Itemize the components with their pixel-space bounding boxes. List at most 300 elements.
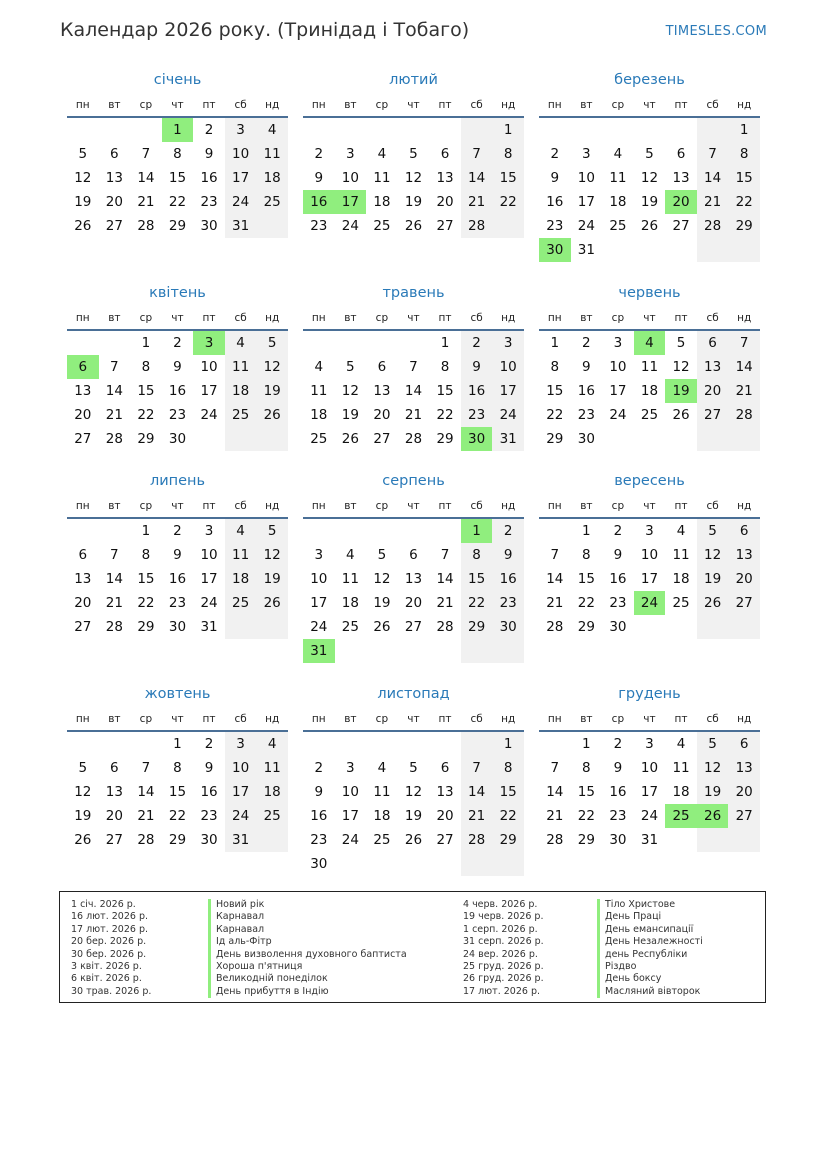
empty-day-cell: [193, 427, 225, 451]
weekday-label: пт: [438, 500, 452, 512]
weekday-label: вт: [344, 713, 357, 725]
weekday-label: вт: [580, 312, 593, 324]
month-4: [303, 285, 524, 451]
weekday-label: пт: [674, 713, 688, 725]
weekday-label: чт: [171, 312, 184, 324]
day-cell: 21: [546, 808, 564, 824]
weekday-label: вт: [344, 312, 357, 324]
weekday-label: пн: [75, 500, 90, 512]
day-cell: 12: [697, 543, 729, 567]
day-cell: 9: [613, 760, 623, 776]
day-cell: 19: [256, 567, 288, 591]
legend-date: 26 груд. 2026 р.: [463, 973, 544, 985]
weekday-label: нд: [501, 713, 516, 725]
weekday-header: [539, 307, 760, 331]
day-cell: 18: [672, 571, 690, 587]
day-cell: 6: [110, 146, 119, 162]
empty-day-cell: [225, 427, 257, 451]
weekday-label: ср: [611, 713, 625, 725]
month-name: серпень: [382, 473, 445, 489]
day-cell: 15: [577, 571, 595, 587]
legend-date: 19 черв. 2026 р.: [463, 911, 544, 923]
day-cell: 23: [310, 218, 328, 234]
day-cell: 3: [492, 331, 524, 355]
day-cell: 20: [373, 407, 391, 423]
day-cell: 12: [373, 571, 391, 587]
legend-date: 6 квіт. 2026 р.: [71, 973, 142, 985]
day-cell: 9: [314, 784, 324, 800]
day-cell: 24: [310, 619, 328, 635]
day-cell: 11: [225, 543, 257, 567]
holiday-day-cell: 26: [697, 804, 729, 828]
legend-holiday-name: Новий рік: [208, 899, 407, 911]
day-cell: 7: [697, 142, 729, 166]
month-1: [303, 72, 524, 238]
day-cell: 17: [225, 166, 257, 190]
weekday-label: нд: [737, 500, 752, 512]
day-cell: 15: [461, 567, 493, 591]
day-cell: 28: [697, 214, 729, 238]
day-cell: 18: [672, 784, 690, 800]
day-cell: 23: [310, 832, 328, 848]
weekday-label: пн: [547, 713, 562, 725]
day-cell: 15: [168, 170, 187, 186]
day-cell: 10: [310, 571, 328, 587]
empty-day-cell: [697, 828, 729, 852]
empty-day-cell: [728, 828, 760, 852]
day-cell: 13: [105, 784, 123, 800]
day-cell: 2: [314, 760, 324, 776]
day-cell: 6: [676, 146, 686, 162]
day-cell: 21: [105, 595, 123, 611]
legend-holiday-name: Великодній понеділок: [208, 973, 407, 985]
weekday-label: нд: [265, 713, 280, 725]
holiday-day-cell: 20: [665, 190, 697, 214]
day-cell: 30: [310, 856, 328, 872]
day-cell: 15: [728, 166, 760, 190]
day-grid: [539, 732, 760, 852]
day-cell: 26: [341, 431, 359, 447]
day-cell: 13: [373, 383, 391, 399]
day-cell: 28: [461, 828, 493, 852]
empty-day-cell: [335, 639, 367, 663]
empty-day-cell: [99, 519, 131, 543]
empty-day-cell: [634, 118, 666, 142]
empty-day-cell: [99, 118, 131, 142]
day-cell: 17: [577, 194, 595, 210]
weekday-label: пт: [674, 500, 688, 512]
day-cell: 13: [728, 756, 760, 780]
empty-day-cell: [728, 238, 760, 262]
empty-day-cell: [67, 519, 99, 543]
day-cell: 3: [582, 146, 591, 162]
day-cell: 24: [200, 595, 218, 611]
day-cell: 25: [225, 403, 257, 427]
day-cell: 21: [546, 595, 564, 611]
day-cell: 6: [78, 547, 88, 563]
day-cell: 3: [645, 523, 654, 539]
weekday-label: чт: [407, 500, 420, 512]
day-cell: 13: [105, 170, 123, 186]
legend-holiday-name: день Республіки: [597, 949, 703, 961]
day-cell: 28: [404, 431, 423, 447]
day-grid: [67, 732, 288, 852]
day-cell: 20: [436, 808, 454, 824]
day-cell: 29: [137, 619, 155, 635]
weekday-label: сб: [470, 99, 483, 111]
weekday-header: [67, 708, 288, 732]
legend-date: 20 бер. 2026 р.: [71, 936, 147, 948]
day-cell: 19: [341, 407, 359, 423]
day-cell: 22: [436, 407, 454, 423]
day-cell: 29: [577, 619, 595, 635]
day-cell: 20: [728, 567, 760, 591]
weekday-label: чт: [407, 312, 420, 324]
day-cell: 4: [377, 760, 387, 776]
day-cell: 12: [74, 784, 92, 800]
day-cell: 28: [105, 431, 123, 447]
empty-day-cell: [398, 639, 430, 663]
day-cell: 29: [546, 431, 564, 447]
day-cell: 16: [200, 170, 218, 186]
day-grid: [67, 331, 288, 451]
weekday-label: чт: [171, 500, 184, 512]
day-cell: 11: [310, 383, 328, 399]
legend-date: 17 лют. 2026 р.: [71, 923, 148, 935]
day-cell: 30: [168, 431, 187, 447]
day-cell: 28: [137, 218, 155, 234]
page-title: Календар 2026 року. (Тринідад і Тобаго): [60, 19, 470, 41]
weekday-header: [303, 307, 524, 331]
weekday-label: нд: [501, 500, 516, 512]
day-cell: 1: [728, 118, 760, 142]
weekday-label: пт: [202, 312, 216, 324]
day-cell: 27: [436, 218, 454, 234]
empty-day-cell: [99, 331, 131, 355]
weekday-label: вт: [108, 713, 121, 725]
day-cell: 10: [577, 170, 595, 186]
weekday-label: нд: [501, 99, 516, 111]
day-cell: 6: [728, 519, 760, 543]
day-cell: 14: [697, 166, 729, 190]
day-cell: 21: [404, 407, 423, 423]
weekday-label: вт: [108, 99, 121, 111]
legend-holiday-name: День прибуття в Індію: [208, 986, 407, 998]
day-cell: 18: [373, 808, 391, 824]
empty-day-cell: [130, 118, 162, 142]
day-cell: 26: [74, 832, 92, 848]
day-cell: 10: [640, 760, 659, 776]
empty-day-cell: [366, 519, 398, 543]
day-cell: 15: [137, 383, 155, 399]
day-cell: 11: [373, 784, 391, 800]
day-cell: 10: [609, 359, 627, 375]
day-cell: 27: [105, 832, 123, 848]
day-cell: 20: [436, 194, 454, 210]
day-cell: 31: [577, 242, 595, 258]
day-cell: 2: [550, 146, 560, 162]
legend-holiday-name: День визволення духовного баптиста: [208, 949, 407, 961]
legend-holiday-name: Ід аль-Фітр: [208, 936, 407, 948]
day-cell: 5: [256, 331, 288, 355]
empty-day-cell: [665, 828, 697, 852]
empty-day-cell: [366, 331, 398, 355]
weekday-label: сб: [470, 500, 483, 512]
day-cell: 5: [697, 519, 729, 543]
day-cell: 5: [697, 732, 729, 756]
day-cell: 27: [728, 804, 760, 828]
empty-day-cell: [539, 519, 571, 543]
day-cell: 23: [546, 218, 564, 234]
month-name: травень: [382, 285, 445, 301]
empty-day-cell: [602, 118, 634, 142]
day-cell: 3: [613, 335, 623, 351]
day-cell: 29: [168, 832, 187, 848]
month-8: [539, 473, 760, 639]
day-cell: 11: [672, 760, 690, 776]
day-cell: 5: [346, 359, 355, 375]
day-cell: 20: [728, 780, 760, 804]
month-7: [303, 473, 524, 663]
day-cell: 7: [110, 547, 119, 563]
day-cell: 19: [404, 194, 423, 210]
day-cell: 13: [728, 543, 760, 567]
day-cell: 26: [404, 832, 423, 848]
empty-day-cell: [225, 615, 257, 639]
day-cell: 7: [461, 756, 493, 780]
day-cell: 15: [492, 780, 524, 804]
day-cell: 2: [314, 146, 324, 162]
empty-day-cell: [728, 615, 760, 639]
day-cell: 6: [697, 331, 729, 355]
day-cell: 20: [105, 194, 123, 210]
day-cell: 26: [672, 407, 690, 423]
day-cell: 31: [225, 828, 257, 852]
empty-day-cell: [461, 732, 493, 756]
weekday-header: [303, 708, 524, 732]
day-cell: 10: [200, 547, 218, 563]
day-cell: 2: [204, 736, 214, 752]
day-cell: 8: [440, 359, 450, 375]
day-cell: 22: [492, 804, 524, 828]
day-cell: 12: [256, 543, 288, 567]
day-cell: 2: [613, 523, 623, 539]
legend-date: 30 трав. 2026 р.: [71, 985, 152, 997]
day-cell: 12: [640, 170, 659, 186]
month-0: [67, 72, 288, 238]
month-name: березень: [614, 72, 685, 88]
day-cell: 25: [256, 804, 288, 828]
weekday-label: сб: [470, 713, 483, 725]
day-cell: 26: [256, 403, 288, 427]
day-cell: 12: [404, 784, 423, 800]
day-cell: 5: [409, 760, 418, 776]
day-cell: 22: [546, 407, 564, 423]
legend-holiday-name: День Незалежності: [597, 936, 703, 948]
empty-day-cell: [398, 331, 430, 355]
day-cell: 23: [492, 591, 524, 615]
day-cell: 25: [672, 595, 690, 611]
day-cell: 1: [141, 523, 151, 539]
day-cell: 19: [697, 780, 729, 804]
empty-day-cell: [130, 732, 162, 756]
month-name: грудень: [618, 686, 681, 702]
weekday-label: чт: [643, 500, 656, 512]
day-cell: 9: [582, 359, 591, 375]
weekday-label: ср: [375, 713, 389, 725]
day-cell: 8: [141, 359, 151, 375]
day-cell: 3: [204, 523, 214, 539]
day-cell: 21: [461, 190, 493, 214]
day-cell: 16: [546, 194, 564, 210]
day-cell: 20: [74, 407, 92, 423]
holiday-day-cell: 30: [461, 427, 493, 451]
day-cell: 19: [74, 194, 92, 210]
day-cell: 5: [676, 335, 686, 351]
month-3: [67, 285, 288, 451]
weekday-label: чт: [643, 312, 656, 324]
day-cell: 17: [341, 808, 359, 824]
weekday-label: сб: [706, 713, 719, 725]
site-link[interactable]: TIMESLES.COM: [665, 24, 767, 39]
day-cell: 14: [546, 571, 564, 587]
day-cell: 9: [314, 170, 324, 186]
legend-left-dates: [71, 899, 151, 998]
day-cell: 13: [672, 170, 690, 186]
legend-holiday-name: Карнавал: [208, 911, 407, 923]
empty-day-cell: [398, 519, 430, 543]
weekday-label: пт: [202, 99, 216, 111]
day-cell: 2: [613, 736, 623, 752]
legend-holiday-name: День боксу: [597, 973, 703, 985]
weekday-label: сб: [706, 312, 719, 324]
weekday-label: вт: [580, 99, 593, 111]
day-cell: 12: [256, 355, 288, 379]
day-cell: 19: [256, 379, 288, 403]
weekday-label: пн: [311, 713, 326, 725]
weekday-header: [539, 495, 760, 519]
weekday-label: пт: [674, 312, 688, 324]
empty-day-cell: [398, 118, 430, 142]
day-cell: 15: [436, 383, 454, 399]
empty-day-cell: [492, 639, 524, 663]
day-cell: 25: [310, 431, 328, 447]
day-cell: 12: [74, 170, 92, 186]
day-cell: 4: [613, 146, 623, 162]
weekday-label: чт: [643, 99, 656, 111]
empty-day-cell: [335, 732, 367, 756]
day-cell: 17: [640, 784, 659, 800]
day-cell: 26: [697, 591, 729, 615]
day-cell: 25: [609, 218, 627, 234]
day-cell: 6: [377, 359, 387, 375]
day-cell: 1: [440, 335, 450, 351]
holiday-day-cell: 6: [67, 355, 99, 379]
day-cell: 23: [168, 595, 187, 611]
day-cell: 28: [546, 619, 564, 635]
day-cell: 16: [492, 567, 524, 591]
month-name: січень: [153, 72, 202, 88]
legend-holiday-name: Карнавал: [208, 924, 407, 936]
day-cell: 24: [609, 407, 627, 423]
weekday-label: ср: [375, 312, 389, 324]
weekday-label: пн: [75, 713, 90, 725]
day-cell: 22: [577, 808, 595, 824]
day-cell: 7: [461, 142, 493, 166]
day-grid: [303, 519, 524, 663]
day-cell: 11: [672, 547, 690, 563]
day-cell: 15: [546, 383, 564, 399]
day-cell: 9: [492, 543, 524, 567]
day-cell: 24: [341, 218, 359, 234]
empty-day-cell: [256, 615, 288, 639]
day-cell: 23: [200, 194, 218, 210]
day-cell: 24: [225, 190, 257, 214]
day-cell: 25: [640, 407, 659, 423]
day-cell: 27: [697, 403, 729, 427]
legend-holiday-name: Тіло Христове: [597, 899, 703, 911]
day-cell: 21: [137, 808, 155, 824]
day-cell: 25: [373, 218, 391, 234]
day-cell: 22: [137, 407, 155, 423]
empty-day-cell: [67, 118, 99, 142]
day-cell: 30: [200, 218, 218, 234]
day-cell: 10: [200, 359, 218, 375]
empty-day-cell: [634, 238, 666, 262]
legend-left-names: [208, 899, 407, 998]
day-cell: 6: [440, 760, 450, 776]
day-cell: 25: [373, 832, 391, 848]
day-cell: 4: [676, 523, 686, 539]
day-cell: 22: [168, 808, 187, 824]
day-cell: 26: [256, 591, 288, 615]
day-cell: 15: [492, 166, 524, 190]
weekday-label: ср: [375, 500, 389, 512]
day-grid: [539, 519, 760, 639]
day-cell: 27: [436, 832, 454, 848]
empty-day-cell: [461, 639, 493, 663]
day-grid: [303, 732, 524, 876]
day-cell: 17: [200, 383, 218, 399]
day-cell: 19: [74, 808, 92, 824]
legend-date: 1 серп. 2026 р.: [463, 923, 538, 935]
day-cell: 16: [200, 784, 218, 800]
weekday-label: пт: [438, 312, 452, 324]
day-cell: 17: [492, 379, 524, 403]
empty-day-cell: [429, 519, 461, 543]
day-cell: 21: [436, 595, 454, 611]
weekday-header: [539, 708, 760, 732]
weekday-label: сб: [234, 500, 247, 512]
day-cell: 9: [173, 359, 182, 375]
day-cell: 21: [697, 190, 729, 214]
weekday-header: [303, 94, 524, 118]
weekday-label: нд: [265, 99, 280, 111]
empty-day-cell: [492, 852, 524, 876]
day-cell: 5: [409, 146, 418, 162]
day-cell: 14: [461, 166, 493, 190]
day-cell: 26: [404, 218, 423, 234]
day-cell: 27: [373, 431, 391, 447]
empty-day-cell: [303, 118, 335, 142]
empty-day-cell: [335, 852, 367, 876]
day-cell: 1: [492, 118, 524, 142]
day-cell: 6: [110, 760, 119, 776]
empty-day-cell: [335, 519, 367, 543]
day-cell: 31: [225, 214, 257, 238]
empty-day-cell: [634, 427, 666, 451]
weekday-label: нд: [737, 99, 752, 111]
